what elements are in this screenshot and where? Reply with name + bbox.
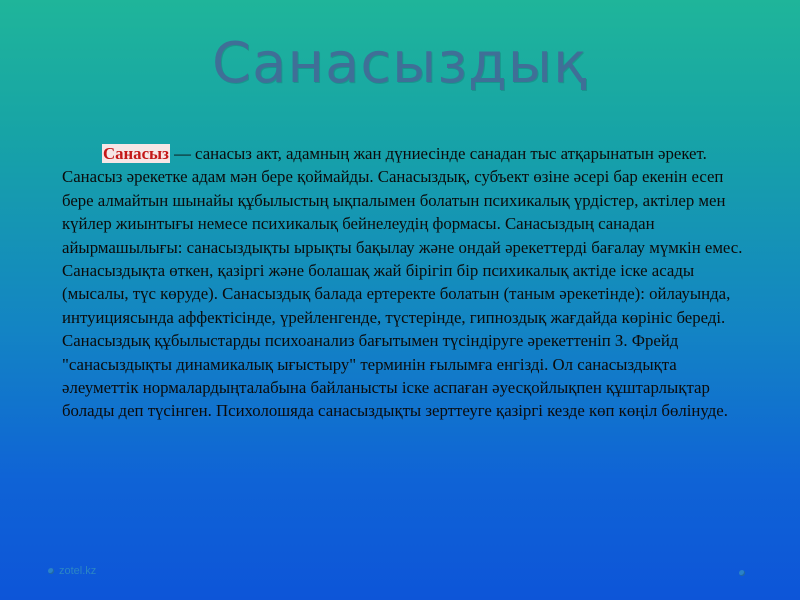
footer-source (48, 565, 96, 577)
footer-url: zotel.kz (59, 565, 97, 577)
bullet-dot-icon (739, 570, 745, 576)
slide-body-paragraph (62, 142, 752, 423)
highlighted-term: Санасыз (103, 144, 169, 163)
paragraph-text: — санасыз акт, адамның жан дүниесінде санадан тыс атқарынатын әрекет. Санасыз әрекетке адам мән бере қоймайды. Санасыздық, субъект өзіне әсері бар екенін есеп бере алмайтын шынайы құбылыстың ықпалымен болатын психикалық үрдістер, актілер мен күйлер жиынтығы немесе психикалық бейнелеудің формасы. Санасыздың санадан айырмашылығы: санасыздықты ырықты бақылау және ондай әрекеттерді бағалау мүмкін емес. Санасыздықта өткен, қазіргі және болашақ жай бірігіп бір психикалық актіде іске асады (мысалы, түс көруде). Санасыздық балада ертеректе болатын (таным әрекетінде): ойлауында, интуициясында аффектісінде, үрейленгенде, түстерінде, гипноздық жағдайда көрініс береді. Санасыздық құбылыстарды психоанализ бағытымен түсіндіруге әрекеттеніп З. Фрейд "санасыздықты динамикалық ығыстыру" терминін ғылымға енгізді. Ол санасыздықта әлеуметтік нормалардыңталабына байланысты іске аспаған әуесқойлықпен құштарлықтар болады деп түсінген. Психолошяда санасыздықты зерттеуге қазіргі кезде көп көңіл бөлінуде. (62, 144, 743, 421)
slide-title: Санасыздық (212, 31, 588, 96)
footer-dot-right (739, 570, 745, 576)
bullet-dot-icon (48, 568, 54, 574)
